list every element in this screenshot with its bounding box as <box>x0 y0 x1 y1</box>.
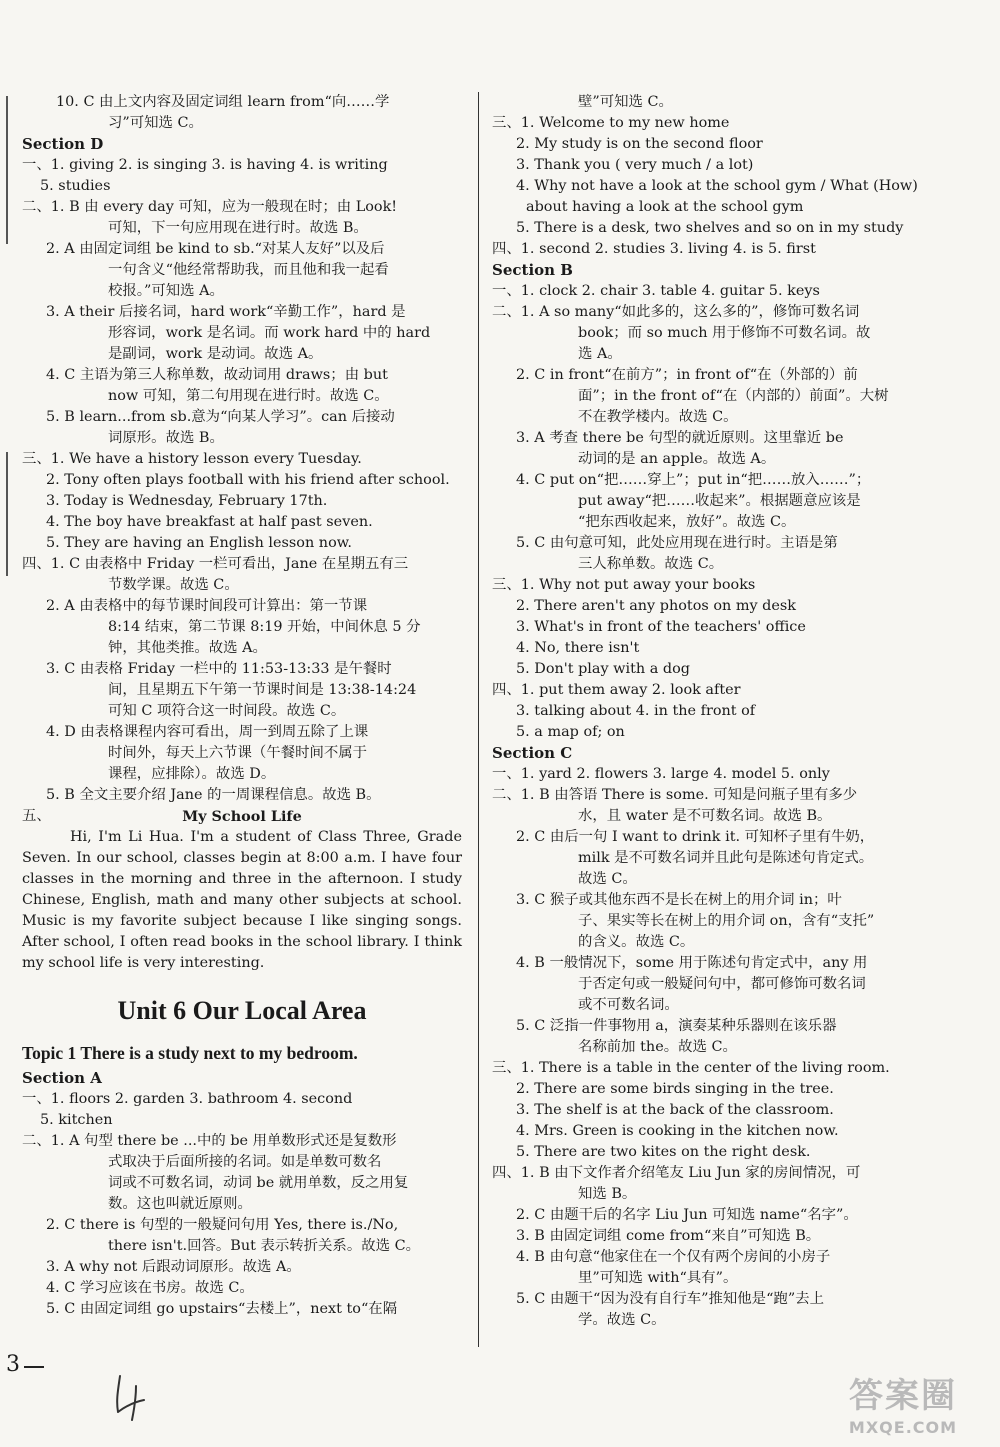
answer-line: 3. A their 后接名词，hard work“辛勤工作”，hard 是 <box>46 304 406 320</box>
answer-line: 3. Thank you ( very much / a lot) <box>516 157 754 173</box>
handwritten-mark-icon <box>112 1372 152 1422</box>
answer-line: 4. B 一般情况下，some 用于陈述句肯定式中，any 用 <box>516 955 868 971</box>
answer-line: 2. A 由固定词组 be kind to sb.“对某人友好”以及后 <box>46 241 385 257</box>
answer-line: 2. A 由表格中的每节课时间段可计算出：第一节课 <box>46 598 368 614</box>
answer-line: 钟，其他类推。故选 A。 <box>108 640 267 656</box>
answer-line: 节数学课。故选 C。 <box>108 577 239 593</box>
answer-line: 一、1. giving 2. is singing 3. is having 4. is writing <box>22 157 388 173</box>
right-column <box>492 92 932 1331</box>
answer-line: 三、1. There is a table in the center of the living room. <box>492 1060 890 1076</box>
answer-line: 3. talking about 4. in the front of <box>516 703 756 719</box>
answer-line: 3. B 由固定词组 come from“来自”可知选 B。 <box>516 1228 821 1244</box>
answer-line: 2. There are some birds singing in the tree. <box>516 1081 834 1097</box>
answer-line: 三人称单数。故选 C。 <box>578 556 724 572</box>
answer-line: 四、1. C 由表格中 Friday 一栏可看出，Jane 在星期五有三 <box>22 556 409 572</box>
answer-line: 知选 B。 <box>578 1186 637 1202</box>
left-column <box>22 92 462 1320</box>
answer-line: 二、1. A 句型 there be ...中的 be 用单数形式还是复数形 <box>22 1133 397 1149</box>
answer-line: 四、1. put them away 2. look after <box>492 682 741 698</box>
answer-line: 是副词，work 是动词。故选 A。 <box>108 346 323 362</box>
answer-line: 5. Don't play with a dog <box>516 661 690 677</box>
answer-line: 4. The boy have breakfast at half past seven. <box>46 514 373 530</box>
page-number-dash <box>24 1366 44 1368</box>
margin-mark-top <box>6 96 8 244</box>
answer-line: 8:14 结束，第二节课 8:19 开始，中间休息 5 分 <box>108 619 421 635</box>
answer-line: milk 是不可数名词并且此句是陈述句肯定式。 <box>578 850 874 866</box>
answer-line: 3. C 由表格 Friday 一栏中的 11:53-13:33 是午餐时 <box>46 661 392 677</box>
answer-line: 2. My study is on the second floor <box>516 136 763 152</box>
page-number: 3 <box>6 1352 20 1377</box>
answer-line: 10. C 由上文内容及固定词组 learn from“向……学 <box>56 94 390 110</box>
answer-line: 4. Mrs. Green is cooking in the kitchen now. <box>516 1123 839 1139</box>
answer-line: 二、1. B 由答语 There is some. 可知是问瓶子里有多少 <box>492 787 858 803</box>
answer-line: 校报。”可知选 A。 <box>108 283 224 299</box>
essay-body: Hi, I'm Li Hua. I'm a student of Class Three, Grade Seven. In our school, classes begin at 8:00 a.m. I have four classes in the morning and three in the afternoon. I study Chinese, English, math and many other subjects at school. Music is my favorite subject because I like singing songs. After school, I often read books in the school library. I think my school life is very interesting. <box>22 829 462 971</box>
answer-line: 数。这也叫就近原则。 <box>108 1196 252 1212</box>
answer-line: 三、1. Welcome to my new home <box>492 115 730 131</box>
answer-line: 可知，下一句应用现在进行时。故选 B。 <box>108 220 368 236</box>
answer-line: 词或不可数名词，动词 be 就用单数，反之用复 <box>108 1175 409 1191</box>
answer-line: 5. studies <box>40 178 111 194</box>
answer-line: 学。故选 C。 <box>578 1312 666 1328</box>
answer-line: 3. What's in front of the teachers' office <box>516 619 806 635</box>
answer-line: 二、1. A so many“如此多的，这么多的”，修饰可数名词 <box>492 304 860 320</box>
answer-line: 4. No, there isn't <box>516 640 640 656</box>
answer-line: 5. C 由句意可知，此处应用现在进行时。主语是第 <box>516 535 838 551</box>
answer-line: 的含义。故选 C。 <box>578 934 695 950</box>
answer-line: there isn't.回答。But 表示转折关系。故选 C。 <box>108 1238 420 1254</box>
answer-line: 4. C put on“把……穿上”；put in“把……放入……”； <box>516 472 871 488</box>
answer-line: 4. B 由句意“他家住在一个仅有两个房间的小房子 <box>516 1249 831 1265</box>
answer-line: 5. kitchen <box>40 1112 113 1128</box>
answer-line: 4. D 由表格课程内容可看出，周一到周五除了上课 <box>46 724 369 740</box>
answer-line: 里”可知选 with“具有”。 <box>578 1270 738 1286</box>
answer-line: 5. B learn...from sb.意为“向某人学习”。can 后接动 <box>46 409 395 425</box>
answer-line: 面”；in the front of“在（内部的）前面”。大树 <box>578 388 889 404</box>
section-heading: Section D <box>22 135 104 153</box>
answer-line: 2. C there is 句型的一般疑问句用 Yes, there is./No, <box>46 1217 399 1233</box>
section-heading: Section A <box>22 1069 102 1087</box>
answer-line: 动词的是 an apple。故选 A。 <box>578 451 776 467</box>
answer-line: 一、1. yard 2. flowers 3. large 4. model 5. only <box>492 766 830 782</box>
section-heading: Section B <box>492 261 573 279</box>
answer-line: 选 A。 <box>578 346 622 362</box>
answer-line: 一、1. clock 2. chair 3. table 4. guitar 5. keys <box>492 283 820 299</box>
answer-line: 5. There are two kites on the right desk. <box>516 1144 811 1160</box>
answer-line: 3. The shelf is at the back of the classroom. <box>516 1102 834 1118</box>
column-divider <box>478 92 479 1347</box>
answer-line: 四、1. B 由下文作者介绍笔友 Liu Jun 家的房间情况，可 <box>492 1165 861 1181</box>
answer-line: 5. B 全文主要介绍 Jane 的一周课程信息。故选 B。 <box>46 787 381 803</box>
answer-line: 三、1. We have a history lesson every Tuesday. <box>22 451 362 467</box>
margin-mark-middle <box>6 452 8 576</box>
topic-title: Topic 1 There is a study next to my bedroom. <box>22 1043 358 1063</box>
answer-line: now 可知，第二句用现在进行时。故选 C。 <box>108 388 389 404</box>
answer-line: 形容词，work 是名词。而 work hard 中的 hard <box>108 325 431 341</box>
essay-title: My School Life <box>182 808 302 825</box>
answer-line: 5. They are having an English lesson now. <box>46 535 352 551</box>
answer-line: 四、1. second 2. studies 3. living 4. is 5. first <box>492 241 816 257</box>
answer-line: 一、1. floors 2. garden 3. bathroom 4. second <box>22 1091 353 1107</box>
answer-line: put away“把……收起来”。根据题意应该是 <box>578 493 861 509</box>
answer-line: 故选 C。 <box>578 871 637 887</box>
answer-line: 间，且星期五下午第一节课时间是 13:38-14:24 <box>108 682 417 698</box>
answer-line: 壁”可知选 C。 <box>578 94 673 110</box>
section-heading: Section C <box>492 744 573 762</box>
answer-line: 4. C 学习应该在书房。故选 C。 <box>46 1280 254 1296</box>
answer-line: 2. C 由后一句 I want to drink it. 可知杯子里有牛奶， <box>516 829 875 845</box>
answer-line: “把东西收起来，放好”。故选 C。 <box>578 514 796 530</box>
answer-line: 5. a map of; on <box>516 724 625 740</box>
answer-line: 一句含义“他经常帮助我，而且他和我一起看 <box>108 262 389 278</box>
answer-line: 2. There aren't any photos on my desk <box>516 598 797 614</box>
answer-line: 三、1. Why not put away your books <box>492 577 756 593</box>
answer-line: 时间外，每天上六节课（午餐时间不属于 <box>108 745 368 761</box>
answer-line: 3. A 考查 there be 句型的就近原则。这里靠近 be <box>516 430 844 446</box>
answer-line: 3. Today is Wednesday, February 17th. <box>46 493 328 509</box>
answer-line: 课程，应排除）。故选 D。 <box>108 766 276 782</box>
answer-line: 3. A why not 后跟动词原形。故选 A。 <box>46 1259 301 1275</box>
answer-line: 名称前加 the。故选 C。 <box>578 1039 737 1055</box>
answer-line: 5. C 泛指一件事物用 a，演奏某种乐器则在该乐器 <box>516 1018 837 1034</box>
answer-line: 可知 C 项符合这一时间段。故选 C。 <box>108 703 346 719</box>
answer-line: 子、果实等长在树上的用介词 on，含有“支托” <box>578 913 875 929</box>
answer-line: 2. C in front“在前方”；in front of“在（外部的）前 <box>516 367 858 383</box>
answer-line: 不在教学楼内。故选 C。 <box>578 409 738 425</box>
answer-line: 5. C 由题干“因为没有自行车”推知他是“跑”去上 <box>516 1291 824 1307</box>
unit-title: Unit 6 Our Local Area <box>117 996 367 1025</box>
answer-line: 2. C 由题干后的名字 Liu Jun 可知选 name“名字”。 <box>516 1207 858 1223</box>
answer-line: book；而 so much 用于修饰不可数名词。故 <box>578 325 871 341</box>
answer-line: 式取决于后面所接的名词。如是单数可数名 <box>108 1154 382 1170</box>
answer-line: 4. Why not have a look at the school gym / What (How) <box>516 178 918 194</box>
watermark-logo-text: 答案圈 <box>849 1376 957 1416</box>
answer-line: 习”可知选 C。 <box>108 115 203 131</box>
answer-line: 水，且 water 是不可数名词。故选 B。 <box>578 808 832 824</box>
answer-line: 于否定句或一般疑问句中，都可修饰可数名词 <box>578 976 866 992</box>
answer-line: 词原形。故选 B。 <box>108 430 224 446</box>
answer-line: 2. Tony often plays football with his friend after school. <box>46 472 450 488</box>
answer-line: about having a look at the school gym <box>526 199 804 215</box>
answer-line: 4. C 主语为第三人称单数，故动词用 draws；由 but <box>46 367 388 383</box>
answer-line: 二、1. B 由 every day 可知，应为一般现在时；由 Look! <box>22 199 398 215</box>
answer-line: 或不可数名词。 <box>578 997 679 1013</box>
essay-heading-row <box>22 806 462 827</box>
watermark-url: MXQE.COM <box>848 1418 958 1437</box>
watermark <box>818 1366 988 1441</box>
answer-line: 3. C 猴子或其他东西不是长在树上的用介词 in；叶 <box>516 892 842 908</box>
question-number: 五、 <box>22 808 51 824</box>
answer-line: 5. There is a desk, two shelves and so on in my study <box>516 220 904 236</box>
answer-line: 5. C 由固定词组 go upstairs“去楼上”，next to“在隔 <box>46 1301 398 1317</box>
